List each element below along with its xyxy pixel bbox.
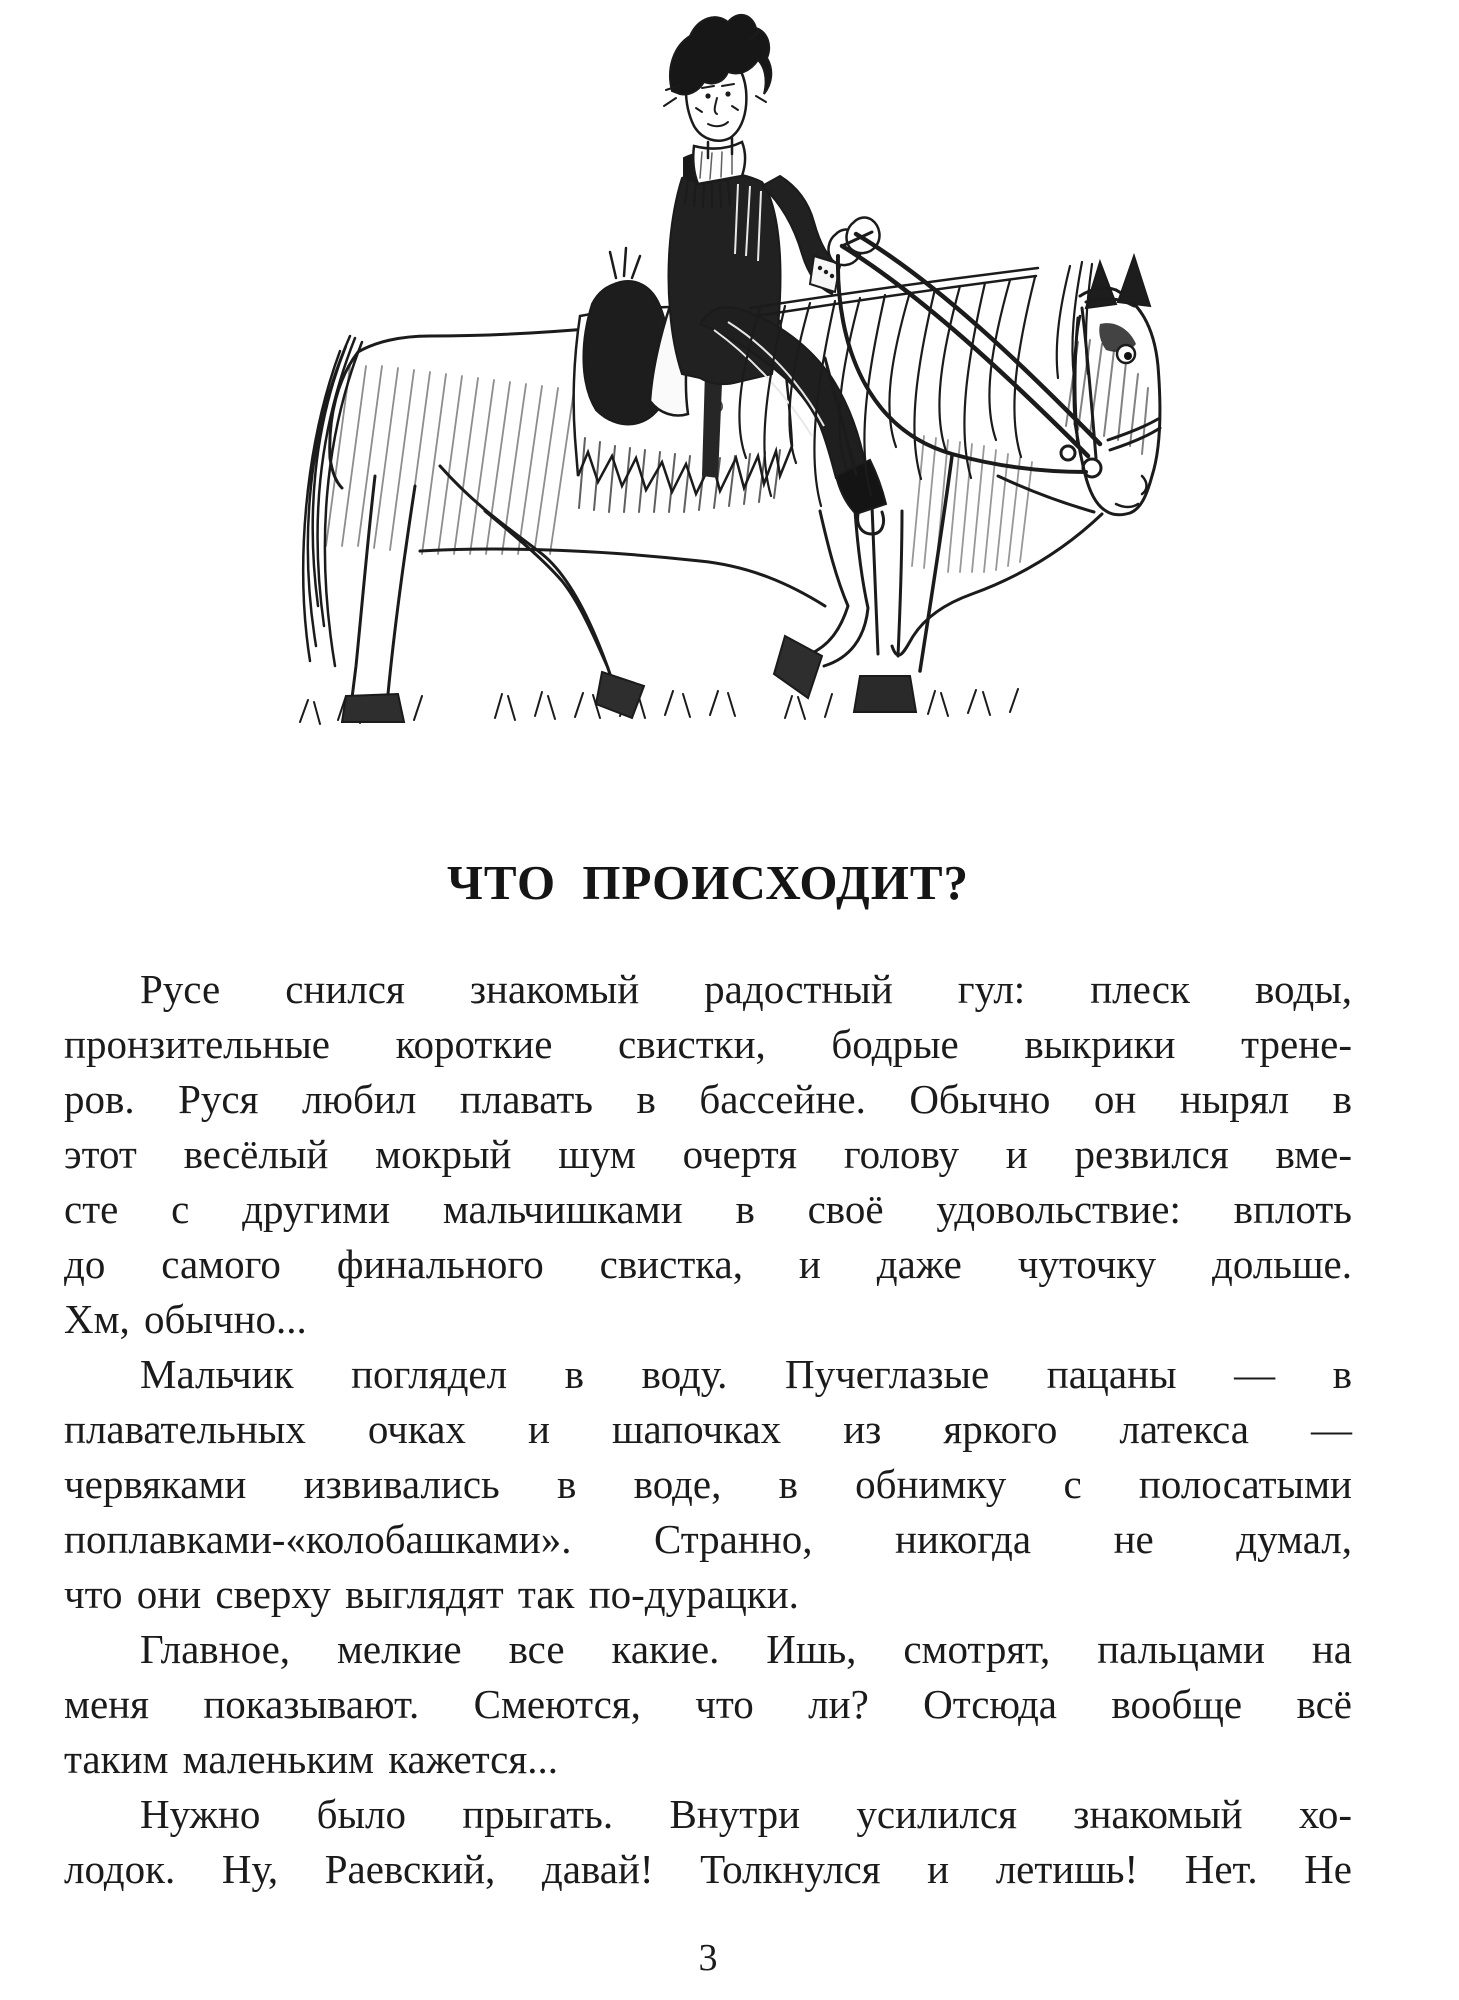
horse-rider-illustration bbox=[280, 6, 1180, 728]
text-line: пронзительные короткие свистки, бодрые выкрики трене- bbox=[64, 1021, 1352, 1067]
text-line: что они сверху выглядят так по-дурацки. bbox=[64, 1571, 799, 1617]
text-line: Русе снился знакомый радостный гул: плеск воды, bbox=[140, 966, 1352, 1012]
page-number: 3 bbox=[698, 1937, 718, 1979]
text-line: Мальчик поглядел в воду. Пучеглазые пацаны — в bbox=[140, 1351, 1352, 1397]
text-line: червяками извивались в воде, в обнимку с полосатыми bbox=[64, 1461, 1352, 1507]
body-text bbox=[64, 962, 1352, 1897]
text-line: этот весёлый мокрый шум очертя голову и резвился вме- bbox=[64, 1131, 1352, 1177]
text-line: ров. Руся любил плавать в бассейне. Обычно он нырял в bbox=[64, 1076, 1352, 1122]
text-line: плавательных очках и шапочках из яркого латекса — bbox=[64, 1406, 1352, 1452]
text-line: сте с другими мальчишками в своё удовольствие: вплоть bbox=[64, 1186, 1352, 1232]
body-hatching bbox=[326, 366, 574, 554]
text-line: Хм, обычно... bbox=[64, 1296, 307, 1342]
text-line: Нужно было прыгать. Внутри усилился знакомый хо- bbox=[140, 1791, 1352, 1837]
text-line: меня показывают. Смеются, что ли? Отсюда вообще всё bbox=[64, 1681, 1352, 1727]
text-line: лодок. Ну, Раевский, давай! Толкнулся и летишь! Нет. Не bbox=[64, 1846, 1352, 1892]
text-line: до самого финального свистка, и даже чуточку дольше. bbox=[64, 1241, 1352, 1287]
chest-hatching bbox=[912, 436, 1032, 572]
text-line: поплавками-«колобашками». Странно, никогда не думал, bbox=[64, 1516, 1352, 1562]
chapter-title: ЧТО ПРОИСХОДИТ? bbox=[446, 855, 970, 910]
text-line: таким маленьким кажется... bbox=[64, 1736, 558, 1782]
text-line: Главное, мелкие все какие. Ишь, смотрят, пальцами на bbox=[140, 1626, 1352, 1672]
